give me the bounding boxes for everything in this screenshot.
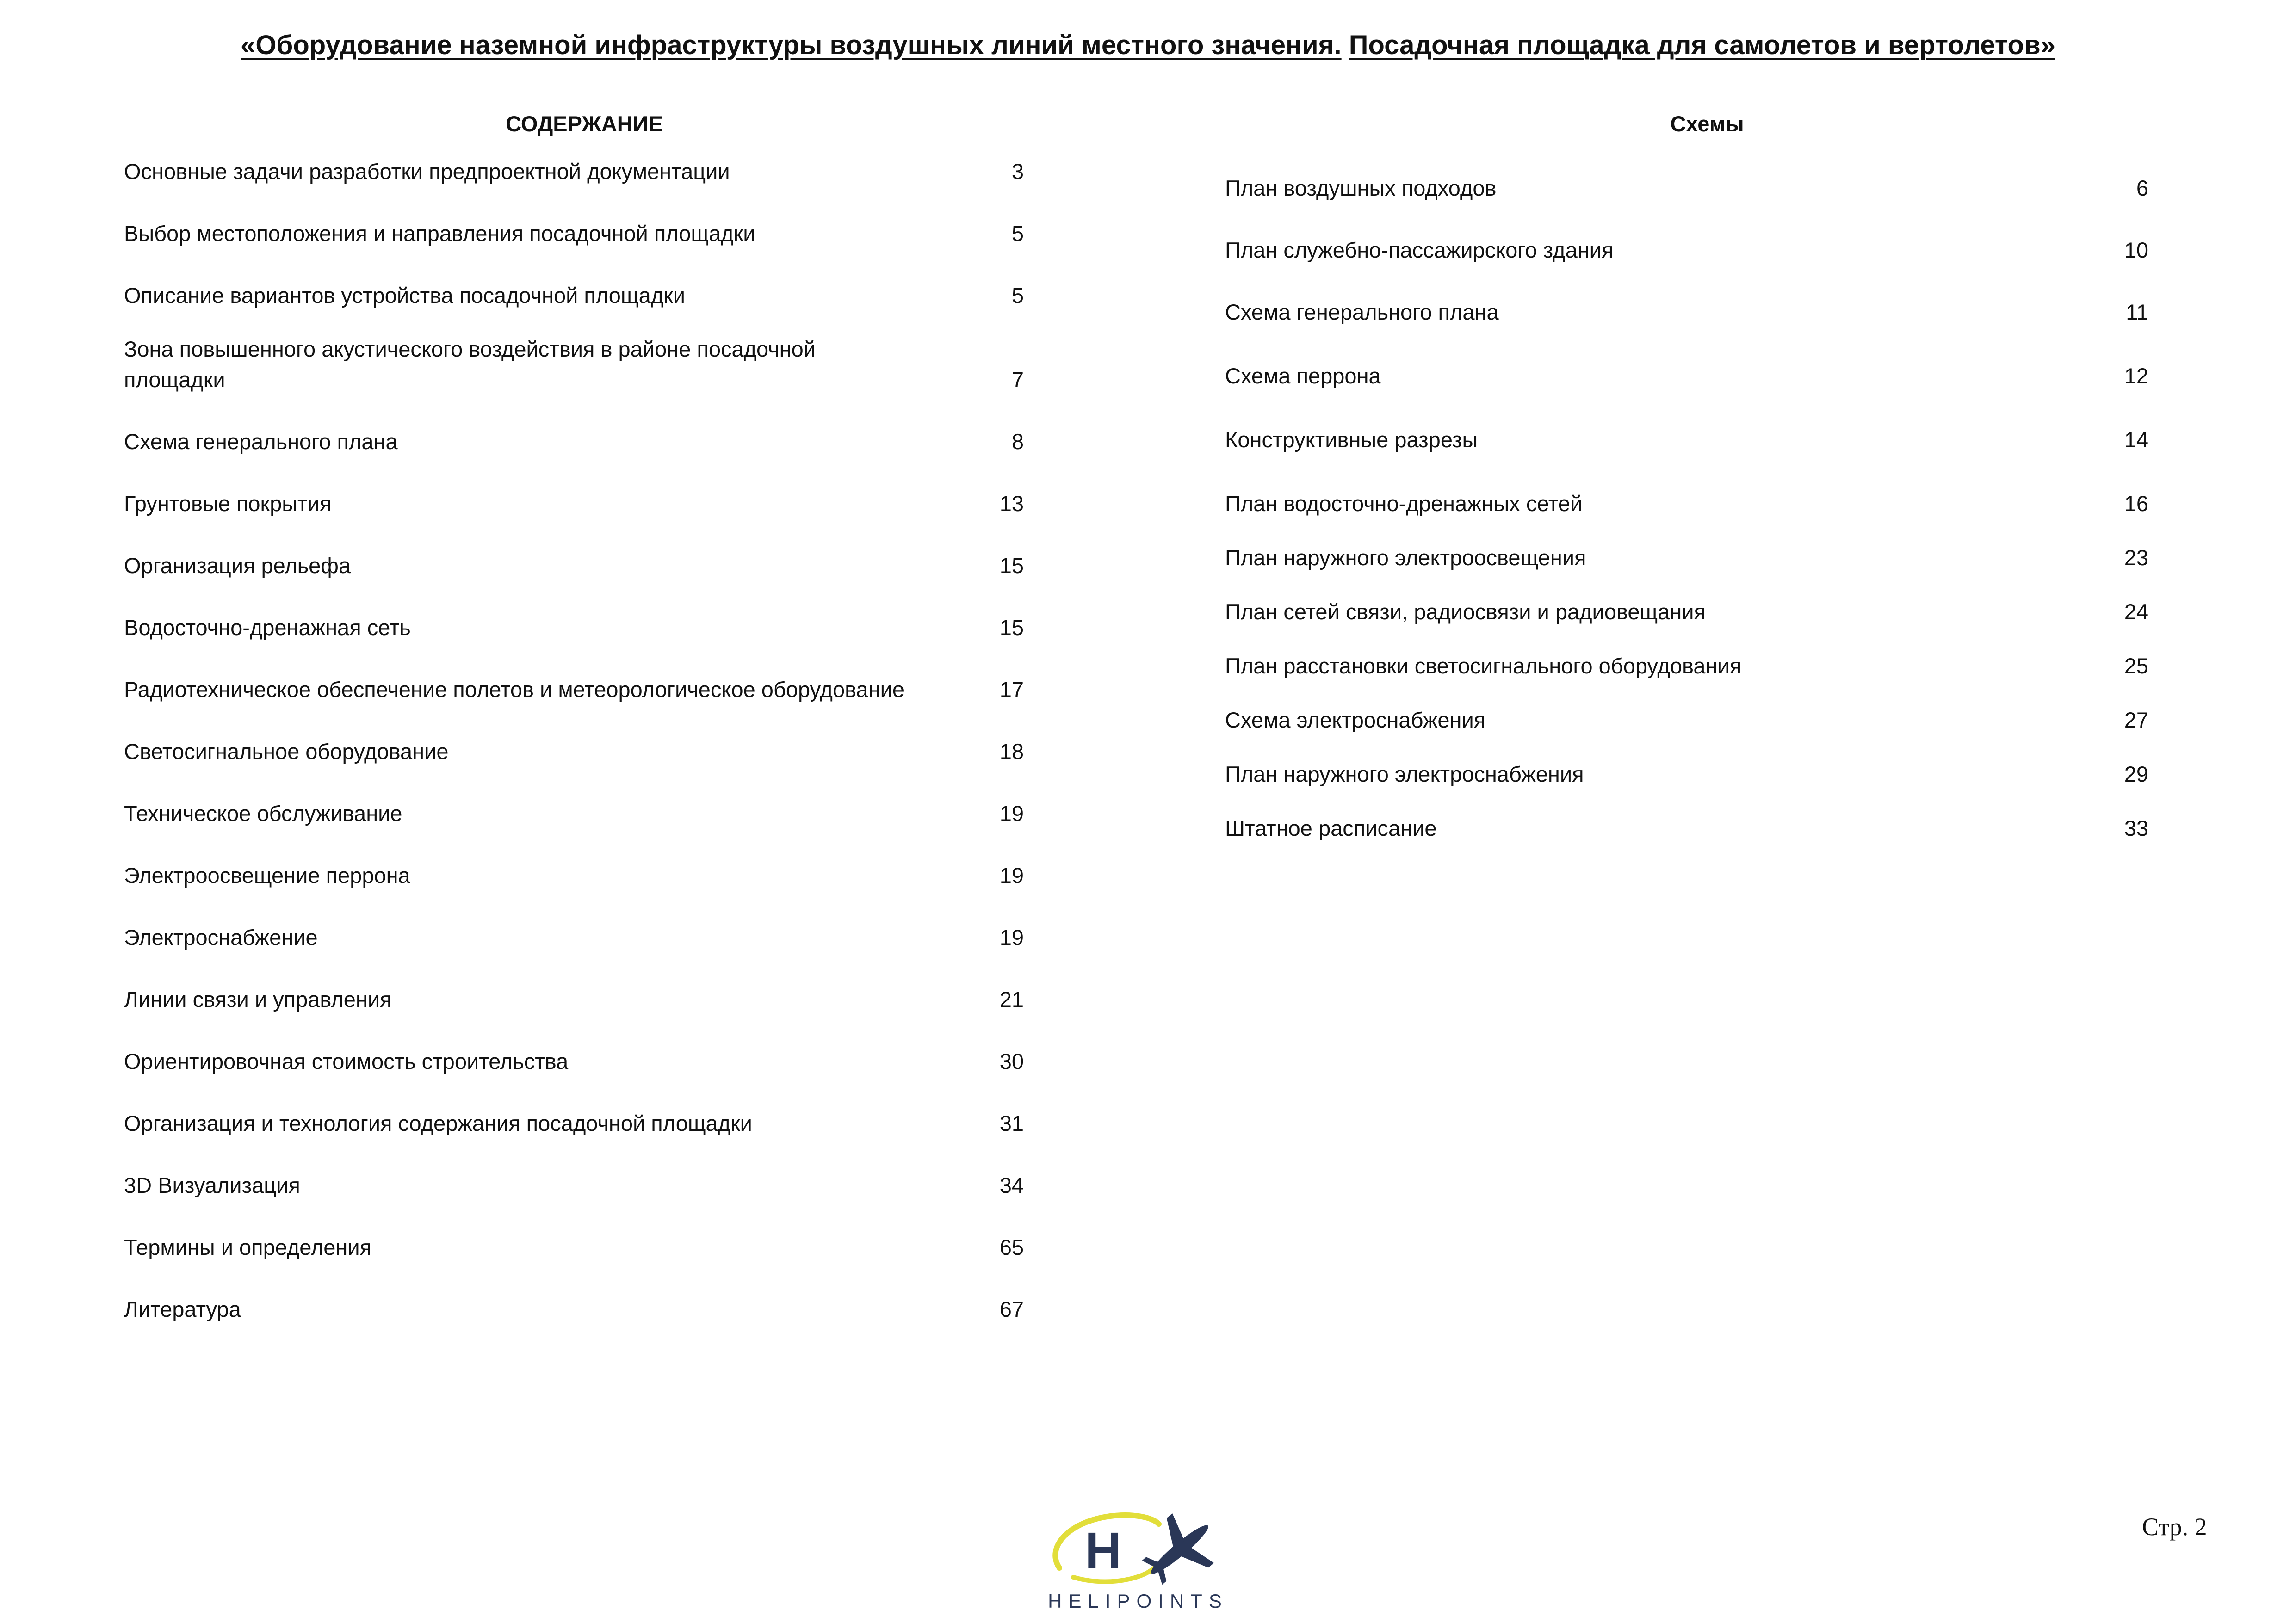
scheme-item-label: План наружного электроснабжения <box>1225 762 1584 786</box>
toc-item-page: 17 <box>999 677 1024 702</box>
scheme-item-label: План сетей связи, радиосвязи и радиовещания <box>1225 599 1706 624</box>
document-title-part2: Посадочная площадка для самолетов и вертолетов» <box>1349 30 2055 60</box>
scheme-item-page: 25 <box>2124 654 2148 678</box>
toc-item-label: Основные задачи разработки предпроектной документации <box>124 159 730 184</box>
toc-item-page: 8 <box>1011 429 1024 454</box>
scheme-item-page: 14 <box>2124 427 2148 452</box>
scheme-item-page: 11 <box>2126 300 2148 324</box>
page-number: Стр. 2 <box>2142 1513 2207 1541</box>
toc-item-label: Выбор местоположения и направления посадочной площадки <box>124 221 755 246</box>
toc-item-page: 3 <box>1011 159 1024 184</box>
toc-item-label: Электроосвещение перрона <box>124 863 410 888</box>
toc-item-page: 19 <box>999 801 1024 826</box>
helipoints-logo <box>1041 1503 1235 1614</box>
scheme-item-page: 27 <box>2124 708 2148 732</box>
toc-item-page: 15 <box>999 615 1024 640</box>
toc-item-label: Зона повышенного акустического воздействия в районе посадочной площадки <box>124 337 816 392</box>
scheme-item-label: Штатное расписание <box>1225 816 1437 840</box>
scheme-item-label: План наружного электроосвещения <box>1225 545 1586 570</box>
document-title-part1: «Оборудование наземной инфраструктуры воздушных линий местного значения. <box>241 30 1342 60</box>
toc-item-label: Радиотехническое обеспечение полетов и метеорологическое оборудование <box>124 677 905 702</box>
toc-item-page: 15 <box>999 553 1024 578</box>
toc-item-label: Линии связи и управления <box>124 987 392 1012</box>
toc-item-label: Ориентировочная стоимость строительства <box>124 1049 569 1074</box>
logo-graphic <box>1041 1503 1235 1591</box>
toc-item-page: 13 <box>999 491 1024 516</box>
scheme-item-page: 33 <box>2124 816 2148 840</box>
scheme-item-page: 16 <box>2124 491 2148 516</box>
toc-heading: СОДЕРЖАНИЕ <box>506 111 663 136</box>
scheme-item-page: 6 <box>2136 176 2148 200</box>
toc-item-label: Электроснабжение <box>124 925 318 950</box>
toc-item-label: 3D Визуализация <box>124 1173 300 1197</box>
toc-item-label: Грунтовые покрытия <box>124 491 332 516</box>
scheme-item-label: Схема генерального плана <box>1225 300 1499 324</box>
toc-item-label: Техническое обслуживание <box>124 801 402 826</box>
scheme-item-page: 23 <box>2124 545 2148 570</box>
toc-item-page: 30 <box>999 1049 1024 1074</box>
scheme-item-label: Схема перрона <box>1225 364 1381 388</box>
scheme-item-label: План расстановки светосигнального оборудования <box>1225 654 1742 678</box>
toc-item-label: Схема генерального плана <box>124 429 398 454</box>
toc-item-page: 21 <box>999 987 1024 1012</box>
toc-item-label: Водосточно-дренажная сеть <box>124 615 411 640</box>
toc-item-page: 5 <box>1011 221 1024 246</box>
scheme-item-page: 12 <box>2124 364 2148 388</box>
scheme-item-page: 24 <box>2124 599 2148 624</box>
toc-item-page: 34 <box>999 1173 1024 1197</box>
toc-item-label: Литература <box>124 1297 241 1321</box>
toc-item-page: 5 <box>1011 283 1024 308</box>
scheme-item-label: План служебно-пассажирского здания <box>1225 238 1614 262</box>
logo-text: HELIPOINTS <box>1048 1590 1228 1612</box>
toc-item-label: Организация и технология содержания посадочной площадки <box>124 1111 752 1135</box>
toc-item-page: 19 <box>999 925 1024 950</box>
logo-letter: H <box>1085 1522 1122 1579</box>
scheme-item-label: План водосточно-дренажных сетей <box>1225 491 1583 516</box>
scheme-item-label: Конструктивные разрезы <box>1225 427 1478 452</box>
document-title <box>0 29 2296 62</box>
toc-item-page: 7 <box>1011 367 1024 392</box>
toc-item-page: 65 <box>999 1235 1024 1259</box>
scheme-item-label: План воздушных подходов <box>1225 176 1497 200</box>
toc-item-page: 31 <box>999 1111 1024 1135</box>
toc-item-page: 19 <box>999 863 1024 888</box>
toc-item-page: 18 <box>999 739 1024 764</box>
toc-item[interactable] <box>124 334 1024 399</box>
schemes-heading: Схемы <box>1670 111 1744 136</box>
scheme-item-label: Схема электроснабжения <box>1225 708 1486 732</box>
scheme-item-page: 10 <box>2124 238 2148 262</box>
toc-item-label: Организация рельефа <box>124 553 351 578</box>
toc-item-label: Светосигнальное оборудование <box>124 739 449 764</box>
scheme-item-page: 29 <box>2124 762 2148 786</box>
toc-item-label: Термины и определения <box>124 1235 372 1259</box>
toc-item-page: 67 <box>999 1297 1024 1321</box>
toc-item-label: Описание вариантов устройства посадочной площадки <box>124 283 685 308</box>
